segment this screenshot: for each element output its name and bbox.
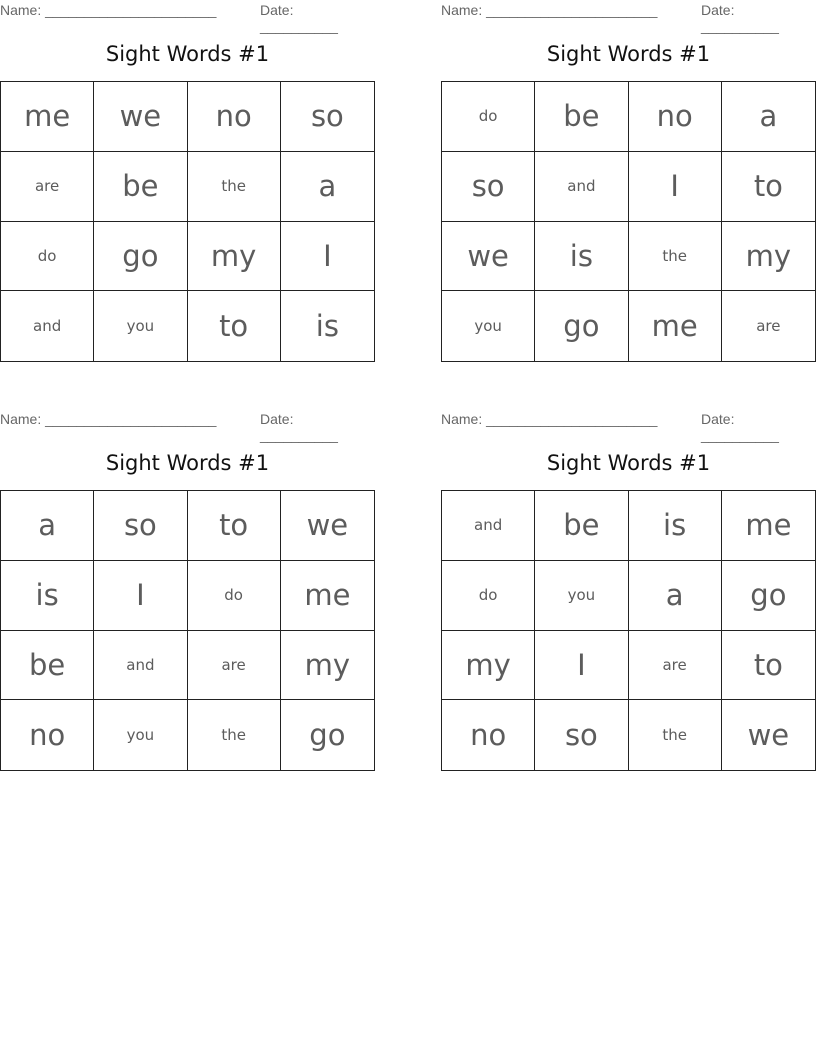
card-title: Sight Words #1 xyxy=(546,42,711,66)
word-cell: to xyxy=(188,291,281,361)
word-cell: are xyxy=(629,631,722,701)
word-cell: are xyxy=(756,317,781,336)
word-cell: we xyxy=(442,222,535,292)
word-cell: is xyxy=(535,222,628,292)
word-cell: and xyxy=(442,491,535,561)
word-cell: you xyxy=(94,291,187,361)
word-cell: you xyxy=(442,291,535,361)
word-cell: me xyxy=(1,82,94,152)
word-cell: to xyxy=(188,491,281,561)
word-cell: so xyxy=(442,152,535,222)
date-field[interactable]: Date: __________ xyxy=(260,2,338,34)
word-cell: I xyxy=(535,631,628,701)
word-cell: to xyxy=(722,152,815,222)
word-cell: me xyxy=(722,491,815,561)
word-cell: so xyxy=(94,491,187,561)
word-cell: no xyxy=(629,82,722,152)
word-cell: so xyxy=(535,700,628,770)
card-title: Sight Words #1 xyxy=(105,42,270,66)
word-cell: to xyxy=(722,631,815,701)
word-grid xyxy=(441,490,816,771)
word-cell: is xyxy=(629,491,722,561)
word-cell: go xyxy=(722,561,815,631)
header-line xyxy=(441,411,816,443)
word-cell: do xyxy=(442,561,535,631)
word-cell: a xyxy=(281,152,374,222)
word-cell: go xyxy=(535,291,628,361)
word-cell: be xyxy=(535,491,628,561)
word-cell: a xyxy=(722,82,815,152)
word-cell: we xyxy=(281,491,374,561)
name-field[interactable]: Name: ______________________ xyxy=(441,411,658,427)
word-cell: a xyxy=(1,491,94,561)
word-cell: are xyxy=(1,152,94,222)
word-cell: my xyxy=(281,631,374,701)
word-cell: do xyxy=(188,561,281,631)
word-cell: the xyxy=(629,222,722,292)
word-cell: no xyxy=(1,700,94,770)
name-field[interactable]: Name: ______________________ xyxy=(0,2,217,18)
word-cell: we xyxy=(94,82,187,152)
word-cell: go xyxy=(309,718,346,753)
word-cell: do xyxy=(442,82,535,152)
word-cell: the xyxy=(188,152,281,222)
word-cell: be xyxy=(1,631,94,701)
word-cell: my xyxy=(442,631,535,701)
word-cell: is xyxy=(315,309,339,344)
word-cell: no xyxy=(442,700,535,770)
word-cell: the xyxy=(188,700,281,770)
word-cell: do xyxy=(1,222,94,292)
word-grid xyxy=(0,81,375,362)
word-cell: you xyxy=(94,700,187,770)
name-field[interactable]: Name: ______________________ xyxy=(441,2,658,18)
header-line xyxy=(0,411,375,443)
word-cell: I xyxy=(281,222,374,292)
word-cell: are xyxy=(188,631,281,701)
word-cell: you xyxy=(535,561,628,631)
word-cell: I xyxy=(629,152,722,222)
bingo-card xyxy=(0,409,375,789)
date-field[interactable]: Date: __________ xyxy=(701,2,779,34)
word-cell: we xyxy=(747,718,790,753)
card-title: Sight Words #1 xyxy=(546,451,711,475)
word-cell: a xyxy=(629,561,722,631)
bingo-card xyxy=(441,409,816,789)
word-cell: and xyxy=(94,631,187,701)
header-line xyxy=(441,2,816,34)
word-cell: go xyxy=(94,222,187,292)
date-field[interactable]: Date: __________ xyxy=(701,411,779,443)
word-grid xyxy=(0,490,375,771)
word-cell: me xyxy=(281,561,374,631)
word-cell: my xyxy=(188,222,281,292)
word-grid xyxy=(441,81,816,362)
word-cell: the xyxy=(629,700,722,770)
word-cell: I xyxy=(94,561,187,631)
word-cell: me xyxy=(629,291,722,361)
word-cell: be xyxy=(535,82,628,152)
word-cell: is xyxy=(1,561,94,631)
card-title: Sight Words #1 xyxy=(105,451,270,475)
date-field[interactable]: Date: __________ xyxy=(260,411,338,443)
word-cell: so xyxy=(281,82,374,152)
word-cell: be xyxy=(94,152,187,222)
name-field[interactable]: Name: ______________________ xyxy=(0,411,217,427)
word-cell: and xyxy=(535,152,628,222)
word-cell: and xyxy=(1,291,94,361)
word-cell: my xyxy=(722,222,815,292)
word-cell: no xyxy=(188,82,281,152)
bingo-card xyxy=(441,0,816,380)
bingo-card xyxy=(0,0,375,380)
header-line xyxy=(0,2,375,34)
